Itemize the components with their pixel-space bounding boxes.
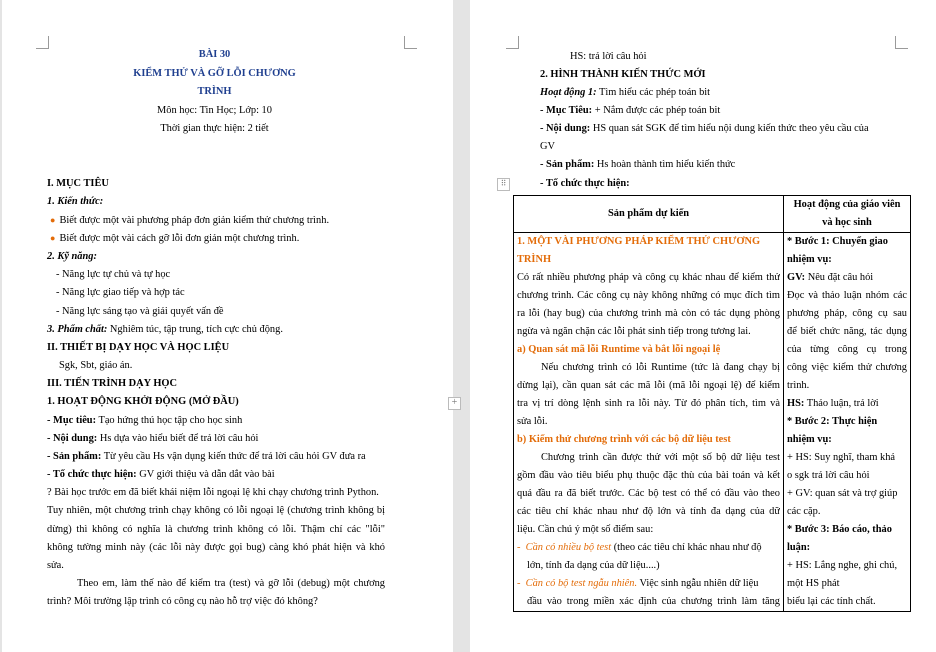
content-line: - Nội dung: Hs dựa vào hiểu biết để trả lời câu hỏi <box>47 433 259 444</box>
skill-item: - Năng lực giao tiếp và hợp tác <box>56 287 185 298</box>
product-line: - Sản phẩm: Hs hoàn thành tìm hiểu kiến thức <box>540 159 736 170</box>
organize-line: - Tổ chức thực hiện: GV giới thiệu và dẫn dắt vào bài <box>47 469 275 480</box>
table-cell-activity: * Bước 1: Chuyển giao nhiệm vụ: GV: Nêu đặt câu hỏi Đọc và thảo luận nhóm các phương pháp, công cụ sau để biết chức năng, tác dụng của từng công cụ trong công việc kiểm thử chương trình. HS: Thảo luận, trả lời * Bước 2: Thực hiện nhiệm vụ: + HS: Suy nghĩ, tham khả o sgk trả lời câu hỏi + GV: quan sát và trợ giúp các cặp. * Bước 3: Báo cáo, thảo luận: + HS: Lắng nghe, ghi chú, một HS phát biểu lại các tính chất. <box>784 233 911 612</box>
knowledge-heading: 1. Kiến thức: <box>47 196 104 207</box>
lesson-number: BÀI 30 <box>198 49 231 60</box>
knowledge-item: ● Biết được một vài cách gỡ lỗi đơn giản một chương trình. <box>50 233 300 244</box>
product-line: - Sản phẩm: Từ yêu cầu Hs vận dụng kiến thức để trả lời câu hỏi GV đưa ra <box>47 451 366 462</box>
skill-item: - Năng lực sáng tạo và giải quyết vấn đề <box>56 306 224 317</box>
paragraph-line: ? Bài học trước em đã biết khái niệm lỗi ngoại lệ khi chạy chương trình Python. <box>47 487 379 498</box>
activity-2-heading: 2. HÌNH THÀNH KIẾN THỨC MỚI <box>540 69 706 80</box>
goal-line: - Mục tiêu: Tạo hứng thú học tập cho học sinh <box>47 415 243 426</box>
table-cell-product: 1. MỘT VÀI PHƯƠNG PHÁP KIỂM THỬ CHƯƠNG TRÌNH Có rất nhiều phương pháp và công cụ khác nhau để kiểm thử chương trình. Các công cụ này không những có mục đích tìm ra lỗi (hay bug) của chương trình mà còn có tác dụng phòng ngừa và ngăn chặn các lỗi phát sinh tiếp trong tương lai. a) Quan sát mã lỗi Runtime và bắt lỗi ngoại lệ Nếu chương trình có lỗi Runtime (tức là đang chạy bị dừng lại), cần quan sát các mã lỗi (mã lỗi ngoại lệ) để kiểm tra vị trí dòng lệnh sinh ra lỗi này. Từ đó phân tích, tìm và sửa lỗi. b) Kiểm thử chương trình với các bộ dữ liệu test Chương trình cần được thử với một số bộ dữ liệu test gồm đầu vào tiêu biểu phụ thuộc đặc thù của bài toán và kết quả đầu ra đã biết trước. Các bộ test có thể có đầu vào theo các tiêu chí khác nhau như độ lớn và tính đa dạng của dữ liệu. Cần chú ý một số điểm sau: - Cần có nhiều bộ test (theo các tiêu chí khác nhau như độ lớn, tính đa dạng của dữ liệu....) - Cần có bộ test ngẫu nhiên. Việc sinh ngẫu nhiên dữ liệu đầu vào trong miền xác định của chương trình làm tăng <box>514 233 784 612</box>
bullet-icon: ● <box>50 215 56 225</box>
paragraph-line: dừng) thì không có nghĩa là chương trình không có lỗi. Thậm chí các "lỗi" <box>47 524 385 535</box>
add-row-plus-icon[interactable]: + <box>448 397 461 410</box>
table-row <box>514 233 911 612</box>
equipment-text: Sgk, Sbt, giáo án. <box>59 360 133 371</box>
section-process: III. TIẾN TRÌNH DẠY HỌC <box>47 378 178 389</box>
section-objectives: I. MỤC TIÊU <box>47 178 109 189</box>
goal-line: - Mục Tiêu: + Nắm được các phép toán bit <box>540 105 721 116</box>
student-answer-line: HS: trả lời câu hỏi <box>570 51 647 62</box>
content-line: - Nội dung: HS quan sát SGK để tìm hiểu nội dung kiến thức theo yêu cầu của <box>540 123 869 134</box>
bullet-icon: ● <box>50 233 56 243</box>
table-header-row <box>514 196 911 233</box>
activity-table <box>513 195 911 612</box>
skill-item: - Năng lực tự chủ và tự học <box>56 269 171 280</box>
crop-mark-top-left <box>506 36 519 49</box>
page-gap <box>453 0 470 652</box>
lesson-title-line-2: TRÌNH <box>197 86 232 97</box>
duration-line: Thời gian thực hiện: 2 tiết <box>160 123 269 134</box>
table-header-activity: Hoạt động của giáo viên và học sinh <box>784 196 911 233</box>
section-equipment: II. THIẾT BỊ DẠY HỌC VÀ HỌC LIỆU <box>47 342 230 353</box>
skills-heading: 2. Kỹ năng: <box>47 251 97 262</box>
quality-line: 3. Phẩm chất: Nghiêm túc, tập trung, tích cực chủ động. <box>47 324 283 335</box>
organize-line: - Tổ chức thực hiện: <box>540 178 630 189</box>
document-page-right <box>470 0 936 652</box>
document-page-left <box>2 0 453 652</box>
subject-line: Môn học: Tin Học; Lớp: 10 <box>157 105 272 116</box>
crop-mark-top-right <box>895 36 908 49</box>
paragraph-line: Tuy nhiên, một chương trình chạy không có lỗi ngoại lệ (chương trình không bị <box>47 505 385 516</box>
table-move-handle-icon[interactable]: ⠿ <box>497 178 510 191</box>
paragraph-line: sửa. <box>47 560 64 571</box>
content-line-continued: GV <box>540 141 556 152</box>
activity-1-heading: 1. HOẠT ĐỘNG KHỞI ĐỘNG (MỞ ĐẦU) <box>47 396 239 407</box>
knowledge-item: ● Biết được một vài phương pháp đơn giản kiểm thử chương trình. <box>50 215 330 226</box>
paragraph-line: trình? Môi trường lập trình có công cụ nào hỗ trợ việc đó không? <box>47 596 318 607</box>
paragraph-line: Theo em, làm thế nào để kiểm tra (test) và gỡ lỗi (debug) một chương <box>77 578 385 589</box>
table-header-product: Sản phẩm dự kiến <box>514 196 784 233</box>
paragraph-line: không tường minh này (các lỗi này được gọi bug) càng khó phát hiện và khó <box>47 542 385 553</box>
lesson-title-line-1: KIỂM THỬ VÀ GỠ LỖI CHƯƠNG <box>133 68 296 79</box>
activity-label-line: Hoạt động 1: Tìm hiểu các phép toán bit <box>540 87 711 98</box>
